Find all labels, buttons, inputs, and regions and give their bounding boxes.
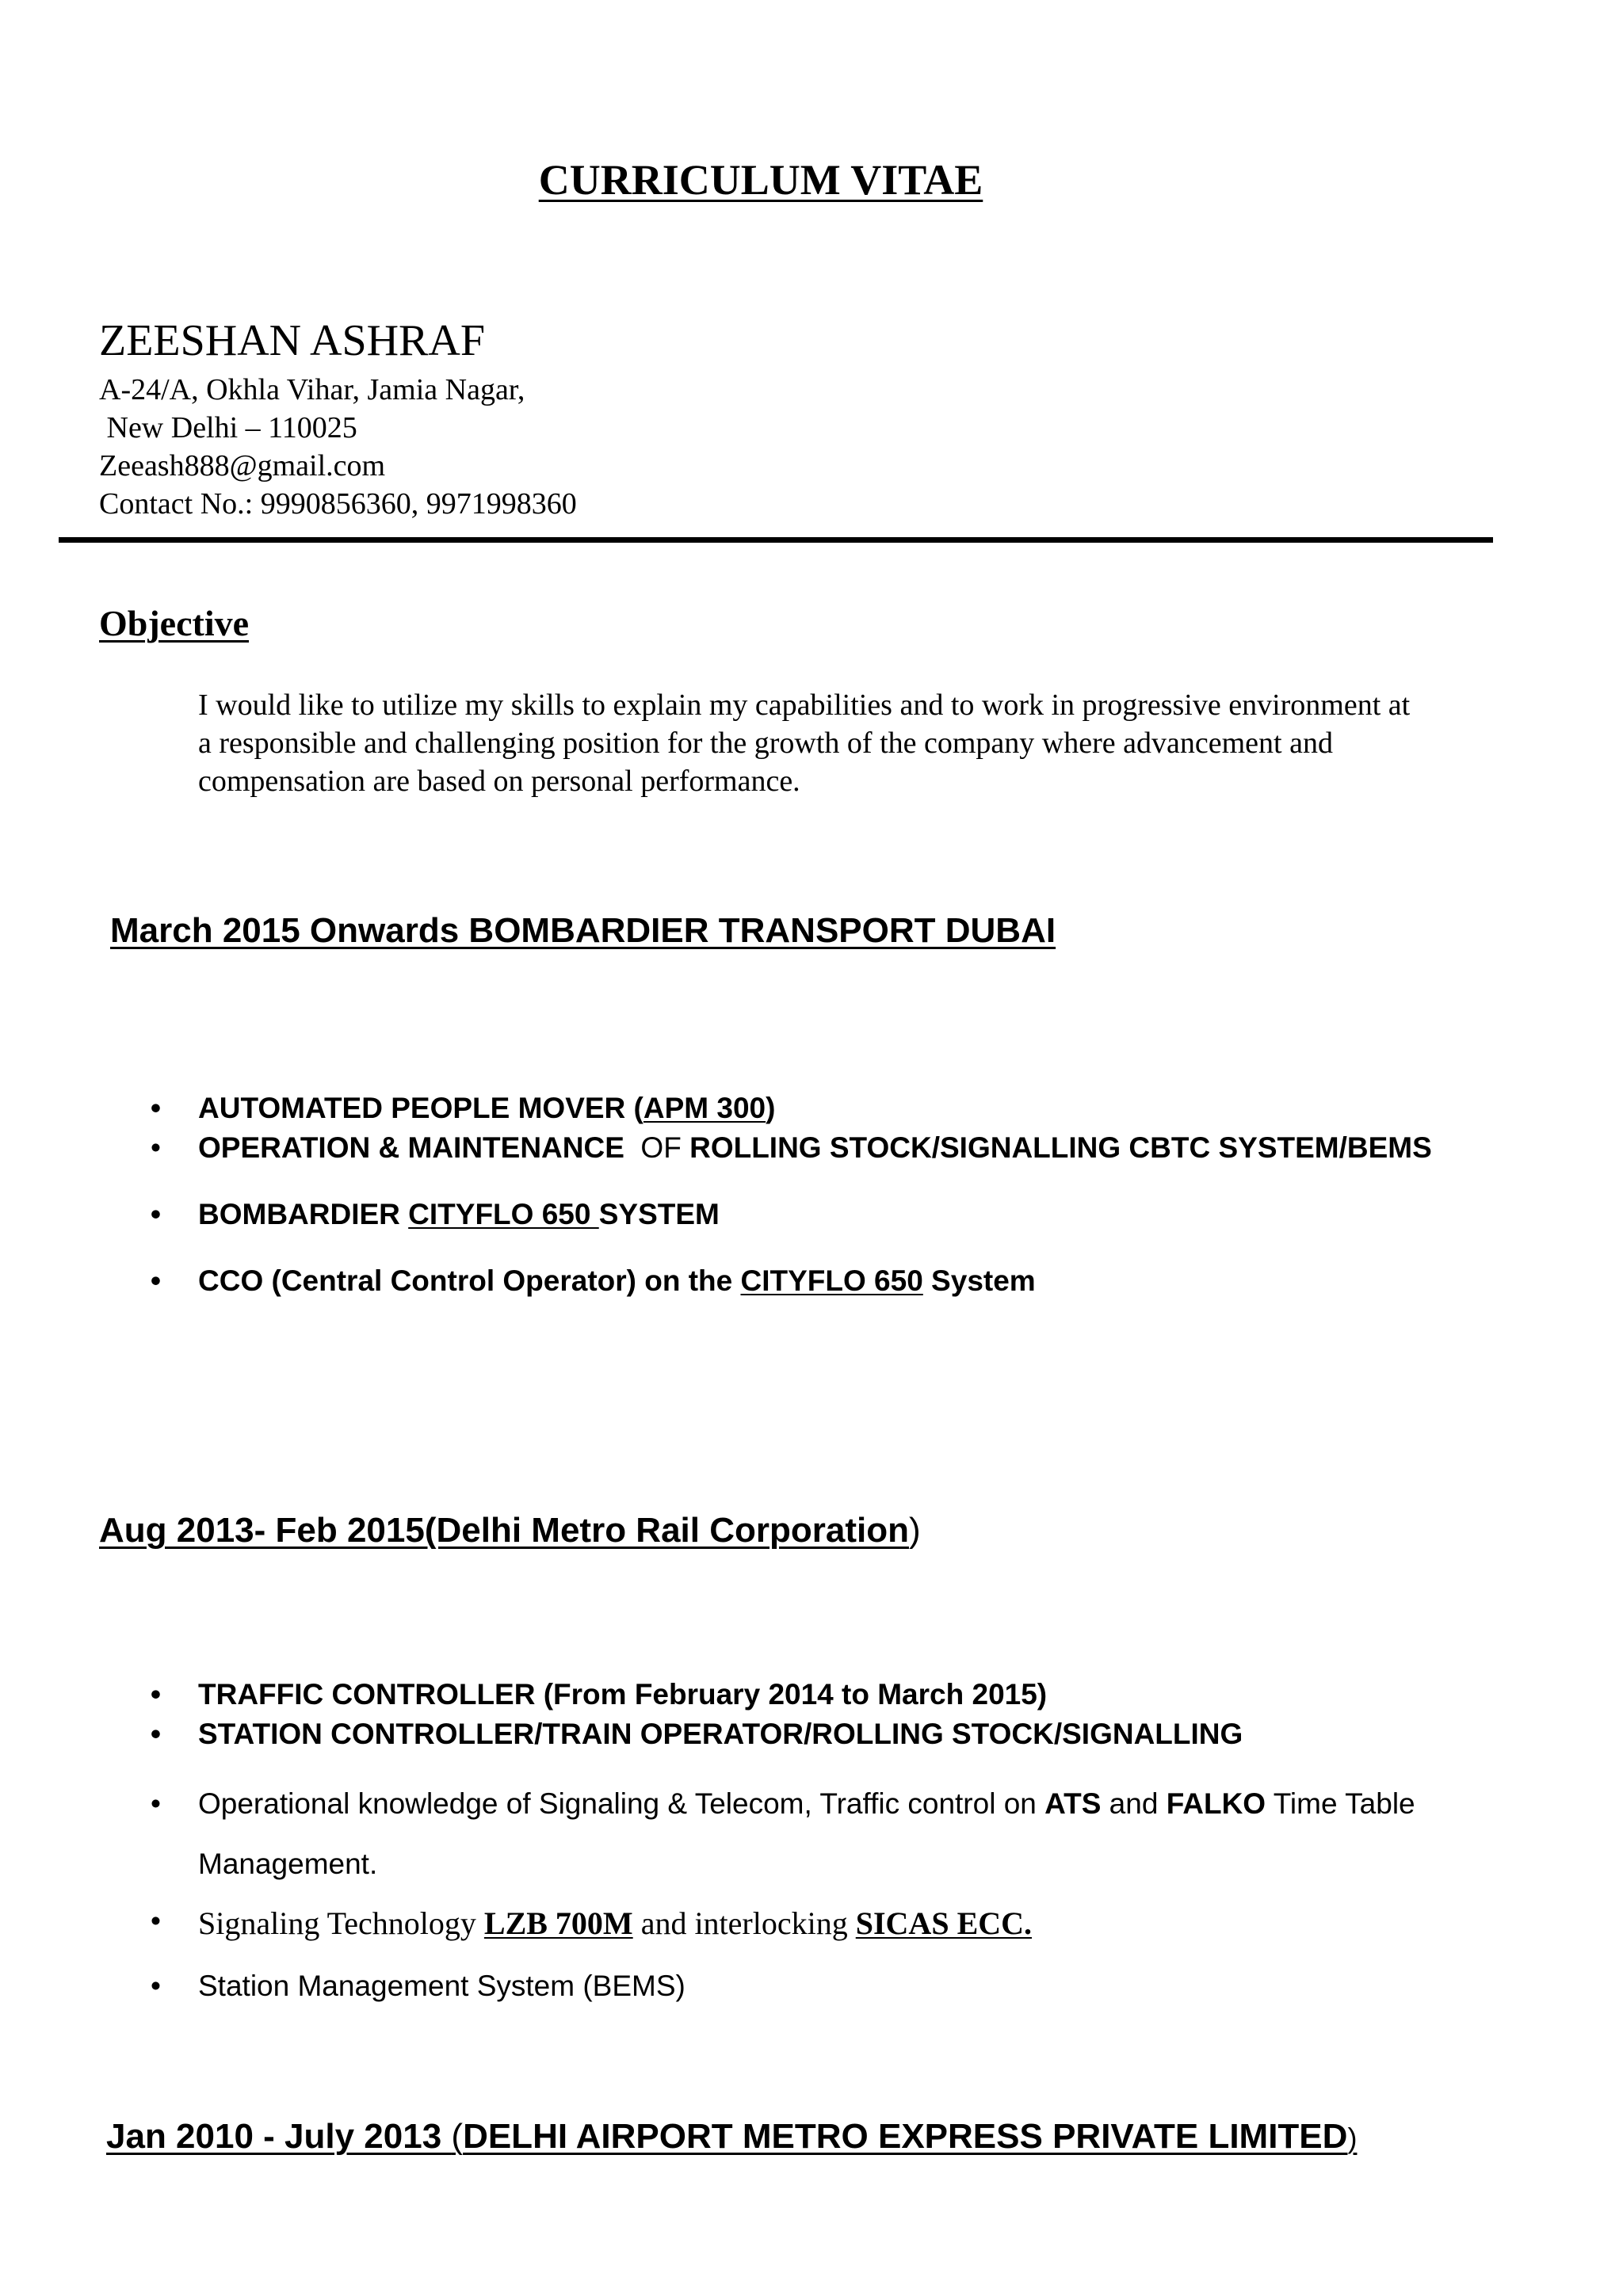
- text: CITYFLO 650: [408, 1198, 599, 1230]
- address-line-1: A-24/A, Okhla Vihar, Jamia Nagar,: [99, 373, 525, 406]
- text: OF: [632, 1131, 690, 1164]
- text: System: [922, 1264, 1036, 1297]
- text: CCO (Central Control Operator) on the: [198, 1264, 741, 1297]
- contact-numbers: Contact No.: 9990856360, 9971998360: [99, 487, 577, 521]
- bullet-icon: •: [151, 1198, 161, 1230]
- bullet-icon: •: [151, 1970, 161, 2002]
- text: APM 300: [643, 1092, 766, 1124]
- job1-heading: [110, 911, 1056, 951]
- bullet-icon: •: [151, 1905, 161, 1937]
- text: CITYFLO 650: [740, 1264, 923, 1297]
- job2-heading-text: Aug 2013- Feb 2015(Delhi Metro Rail Corporation: [99, 1511, 909, 1550]
- job2-heading: [99, 1511, 921, 1550]
- text: Station Management System (BEMS): [198, 1970, 685, 2002]
- address-line-2: New Delhi – 110025: [99, 411, 357, 444]
- text: AUTOMATED PEOPLE MOVER (: [198, 1092, 643, 1124]
- text: ROLLING STOCK/SIGNALLING CBTC SYSTEM/BEMS: [689, 1131, 1432, 1164]
- bullet-icon: •: [151, 1092, 161, 1124]
- text: (: [451, 2117, 464, 2156]
- bullet-icon: •: [151, 1787, 161, 1820]
- objective-text: [198, 686, 1545, 800]
- text: STATION CONTROLLER/TRAIN OPERATOR/ROLLING STOCK/SIGNALLING: [198, 1718, 1243, 1750]
- bullet-icon: •: [151, 1131, 161, 1164]
- text: Time Table: [1266, 1787, 1415, 1820]
- text: DELHI AIRPORT METRO EXPRESS PRIVATE LIMITED: [463, 2117, 1348, 2156]
- text: LZB 700M: [483, 1905, 633, 1941]
- text: Signaling Technology: [198, 1905, 484, 1941]
- job2-bullet-3-continuation: Management.: [198, 1848, 378, 1880]
- document-title: CURRICULUM VITAE: [538, 156, 983, 204]
- objective-heading: Objective: [99, 603, 250, 643]
- objective-line: I would like to utilize my skills to explain my capabilities and to work in progressive environment at: [198, 688, 1411, 722]
- text: and interlocking: [632, 1905, 856, 1941]
- candidate-name: ZEESHAN ASHRAF: [99, 316, 485, 365]
- text: TRAFFIC CONTROLLER (From February 2014 to March 2015): [198, 1678, 1048, 1711]
- header-divider: [59, 537, 1493, 543]
- objective-line: a responsible and challenging position for the growth of the company where advancement and: [198, 727, 1333, 760]
- text: FALKO: [1166, 1787, 1266, 1820]
- text: BOMBARDIER: [198, 1198, 409, 1230]
- bullet-icon: •: [151, 1718, 161, 1750]
- bullet-icon: •: [151, 1678, 161, 1711]
- text: and: [1101, 1787, 1167, 1820]
- objective-line: compensation are based on personal performance.: [198, 765, 800, 798]
- text: SYSTEM: [598, 1198, 720, 1230]
- text: ): [1347, 2122, 1358, 2154]
- text: SICAS ECC.: [855, 1905, 1033, 1941]
- text: Operational knowledge of Signaling & Telecom, Traffic control on: [198, 1787, 1045, 1820]
- text: ): [908, 1511, 921, 1550]
- job1-heading-text: March 2015 Onwards BOMBARDIER TRANSPORT DUBAI: [110, 911, 1056, 950]
- bullet-icon: •: [151, 1264, 161, 1297]
- text: ): [766, 1092, 776, 1124]
- text: Jan 2010 - July 2013: [106, 2117, 452, 2156]
- job3-heading: [106, 2117, 1357, 2157]
- email-text: Zeeash888@gmail.com: [99, 449, 386, 482]
- text: OPERATION & MAINTENANCE: [198, 1131, 633, 1164]
- text: ATS: [1044, 1787, 1102, 1820]
